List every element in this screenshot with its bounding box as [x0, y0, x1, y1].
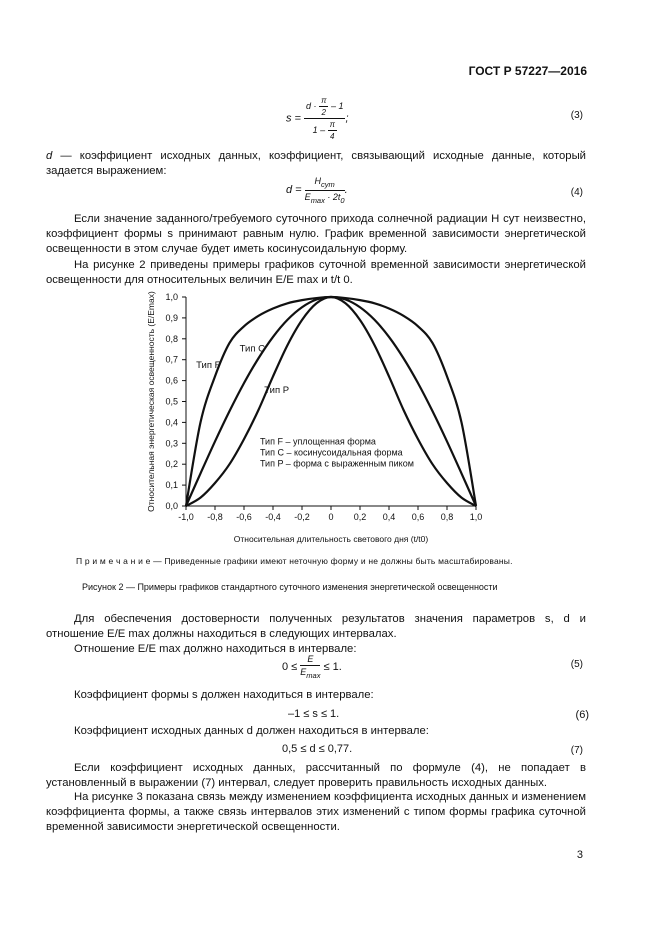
- label-type-c: Тип С: [239, 343, 265, 355]
- y-tick-label: 0,2: [165, 459, 178, 470]
- eq3-den-pi: π: [329, 120, 335, 129]
- figure-2-chart: [140, 284, 520, 546]
- x-tick-label: -0,8: [207, 512, 223, 522]
- x-tick-label: 0,8: [440, 512, 454, 522]
- paragraph-8: На рисунке 3 показана связь между изменением коэффициента исходных данных и изменением коэффициента формы, а также связь интервалов этих изменений с типом формы графика суточной временной зависимости энергетической освещенности.: [46, 791, 586, 833]
- y-tick-label: 0,5: [165, 396, 178, 407]
- equation-3: [286, 96, 349, 141]
- eq5-num: E: [300, 654, 320, 666]
- x-tick-label: -1,0: [178, 512, 194, 522]
- eq4-tail: .: [344, 184, 348, 197]
- y-tick-label: 0,0: [165, 501, 178, 511]
- eq4-den-e-sub: max: [310, 195, 325, 205]
- equation-7: 0,5 ≤ d ≤ 0,77.: [282, 743, 353, 755]
- eq3-num-2: 2: [321, 108, 326, 117]
- eq3-num-a: d ·: [306, 100, 317, 111]
- paragraph-5: Коэффициент формы s должен находиться в интервале:: [74, 689, 374, 701]
- eq4-num-h-sub: сут: [321, 179, 335, 189]
- label-type-f: Тип F: [196, 360, 221, 372]
- paragraph-2: На рисунке 2 приведены примеры графиков суточной временной зависимости энергетической освещенности для относительных величин E/E max и t/t 0.: [46, 259, 586, 286]
- x-tick-label: -0,6: [236, 512, 252, 522]
- eq5-den: E: [300, 667, 307, 677]
- eq4-num-h: H: [314, 176, 322, 186]
- def-d-symbol: d: [46, 150, 53, 162]
- eq4-number: (4): [570, 187, 583, 198]
- eq3-den-4: 4: [330, 132, 335, 141]
- paragraph-7: Если коэффициент исходных данных, рассчитанный по формуле (4), не попадает в установленный в выражении (7) интервал, следует проверить правильность исходных данных.: [46, 762, 586, 789]
- def-d-text: — коэффициент исходных данных, коэффициент, связывающий исходные данные, который задается выражением:: [46, 150, 586, 177]
- eq3-lhs: s =: [286, 112, 301, 125]
- eq5-number: (5): [570, 659, 583, 670]
- x-tick-label: 0,2: [353, 512, 367, 522]
- y-tick-label: 0,6: [165, 375, 178, 386]
- legend-entry: Тип F – уплощенная форма: [259, 436, 376, 447]
- eq5-den-sub: max: [306, 670, 321, 680]
- x-tick-label: 0,6: [411, 512, 425, 522]
- paragraph-3: Для обеспечения достоверности полученных результатов значения параметров s, d и отношение E/E max должны находиться в следующих интервалах.: [46, 613, 586, 640]
- eq7-number: (7): [570, 745, 583, 756]
- eq4-den-t: · 2t: [327, 191, 341, 202]
- legend-entry: Тип P – форма с выраженным пиком: [259, 458, 414, 469]
- paragraph-1: Если значение заданного/требуемого суточного прихода солнечной радиации H сут неизвестно, коэффициент формы s принимают равным нулю. График временной зависимости энергетической освещенности в этом случае будет иметь косинусоидальную форму.: [46, 213, 586, 255]
- y-tick-label: 0,1: [165, 480, 178, 491]
- equation-5: [282, 654, 342, 680]
- eq3-num-pi: π: [321, 96, 327, 105]
- eq4-den-t-sub: 0: [340, 195, 345, 205]
- eq4-lhs: d =: [286, 184, 302, 197]
- eq5-left: 0 ≤: [282, 660, 298, 673]
- legend-entry: Тип С – косинусоидальная форма: [259, 447, 403, 458]
- y-tick-label: 0,4: [165, 417, 178, 428]
- definition-d: [46, 149, 586, 179]
- eq3-tail: ;: [345, 112, 349, 125]
- page-number: 3: [576, 849, 583, 861]
- eq3-number: (3): [570, 110, 583, 121]
- y-axis-label: Относительная энергетическая освещенность (E/Emax): [146, 291, 156, 512]
- x-axis-label: Относительная длительность светового дня (t/t0): [233, 534, 429, 544]
- equation-6: –1 ≤ s ≤ 1.: [288, 708, 340, 720]
- eq3-den-a: 1 –: [312, 124, 326, 135]
- series-type-c-line: [186, 297, 476, 506]
- paragraph-4: Отношение E/E max должно находиться в интервале:: [74, 643, 357, 655]
- x-tick-label: 0: [328, 512, 334, 522]
- y-tick-label: 0,7: [165, 354, 178, 365]
- document-header: ГОСТ Р 57227—2016: [468, 64, 587, 78]
- series-type-f-line: [186, 297, 476, 506]
- x-tick-label: 1,0: [469, 512, 483, 522]
- eq3-num-b: – 1: [330, 100, 344, 111]
- equation-4: [286, 176, 348, 205]
- y-tick-label: 0,8: [165, 333, 178, 344]
- eq5-right: ≤ 1.: [323, 660, 342, 673]
- figure-note: П р и м е ч а н и е — Приведенные графики имеют неточную форму и не должны быть масштабированы.: [76, 556, 513, 566]
- series-type-p-line: [186, 297, 476, 506]
- figure-caption: Рисунок 2 — Примеры графиков стандартного суточного изменения энергетической освещенности: [82, 582, 498, 592]
- y-tick-label: 1,0: [165, 292, 178, 302]
- eq6-number: (6): [575, 709, 589, 721]
- paragraph-6: Коэффициент исходных данных d должен находиться в интервале:: [74, 725, 429, 737]
- x-tick-label: 0,4: [382, 512, 396, 522]
- eq4-den-e: E: [304, 191, 311, 202]
- x-tick-label: -0,4: [265, 512, 281, 522]
- y-tick-label: 0,9: [165, 312, 178, 323]
- y-tick-label: 0,3: [165, 438, 178, 449]
- label-type-p: Тип P: [264, 385, 290, 397]
- x-tick-label: -0,2: [294, 512, 310, 522]
